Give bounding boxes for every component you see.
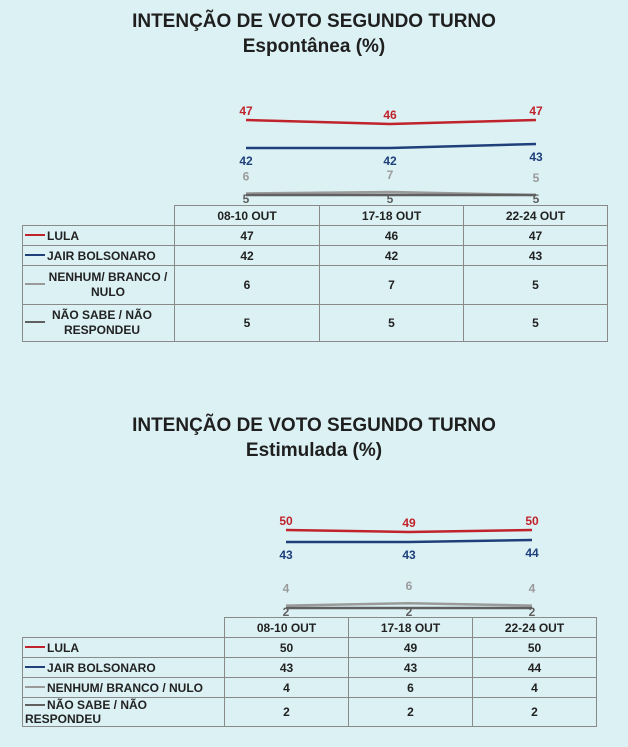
data-label: 43 [464, 246, 608, 266]
lula-legend-swatch [25, 646, 45, 648]
data-label: 2 [473, 698, 597, 727]
table-row [23, 698, 597, 727]
table-row [23, 305, 608, 342]
data-label: 50 [473, 638, 597, 658]
series-line-bolsonaro [246, 144, 536, 148]
chart1-table [22, 205, 608, 342]
point-label-nenhum: 7 [386, 168, 394, 182]
point-label-lula: 50 [279, 514, 293, 528]
data-label: 42 [175, 246, 320, 266]
point-label-nao-sabe: 2 [282, 605, 290, 619]
table-row [23, 246, 608, 266]
column-header: 22-24 OUT [464, 206, 608, 226]
point-label-nao-sabe: 2 [405, 605, 413, 619]
point-label-bolsonaro: 42 [383, 154, 397, 168]
data-label: 43 [349, 658, 473, 678]
data-label: 50 [225, 638, 349, 658]
point-label-bolsonaro: 43 [402, 548, 416, 562]
table-row [23, 266, 608, 305]
point-label-lula: 50 [525, 514, 539, 528]
table-row [23, 658, 597, 678]
data-label: 44 [473, 658, 597, 678]
data-label: 47 [464, 226, 608, 246]
data-label: 7 [320, 266, 464, 305]
point-label-bolsonaro: 44 [525, 546, 539, 560]
column-header: 22-24 OUT [473, 618, 597, 638]
point-label-nenhum: 5 [532, 171, 540, 185]
data-label: 2 [349, 698, 473, 727]
data-label: 5 [175, 305, 320, 342]
data-label: 6 [349, 678, 473, 698]
table-corner [23, 618, 225, 638]
point-label-bolsonaro: 43 [279, 548, 293, 562]
point-label-bolsonaro: 42 [239, 154, 253, 168]
point-label-nenhum: 6 [405, 579, 413, 594]
column-header: 17-18 OUT [349, 618, 473, 638]
bolsonaro-legend-swatch [25, 666, 45, 668]
point-label-bolsonaro: 43 [529, 150, 543, 164]
series-label-nenhum: NENHUM/ BRANCO / NULO [48, 270, 168, 299]
table-row [23, 226, 608, 246]
data-label: 42 [320, 246, 464, 266]
point-label-nenhum: 4 [528, 581, 536, 596]
point-label-lula: 47 [529, 104, 543, 118]
data-label: 5 [320, 305, 464, 342]
series-label-nenhum: NENHUM/ BRANCO / NULO [47, 680, 203, 695]
nao-sabe-legend-swatch [25, 321, 45, 323]
point-label-nenhum: 4 [282, 581, 290, 596]
bolsonaro-legend-swatch [25, 254, 45, 256]
table-row [23, 678, 597, 698]
nao-sabe-legend-swatch [25, 704, 45, 706]
series-label-lula: LULA [47, 228, 79, 243]
point-label-nao-sabe: 2 [528, 605, 536, 619]
series-line-lula [286, 530, 532, 532]
point-label-nao-sabe: 5 [386, 192, 394, 206]
chart2-subtitle: Estimulada (%) [245, 440, 383, 461]
data-label: 43 [225, 658, 349, 678]
data-label: 46 [320, 226, 464, 246]
column-header: 17-18 OUT [320, 206, 464, 226]
data-label: 6 [175, 266, 320, 305]
data-label: 47 [175, 226, 320, 246]
chart1-plot [0, 100, 628, 210]
table-corner [23, 206, 175, 226]
data-label: 5 [464, 266, 608, 305]
data-label: 4 [473, 678, 597, 698]
nenhum-legend-swatch [25, 283, 45, 285]
point-label-lula: 49 [402, 516, 416, 530]
series-label-bolsonaro: JAIR BOLSONARO [47, 248, 156, 263]
point-label-nao-sabe: 5 [242, 192, 250, 206]
series-label-nao-sabe: NÃO SABE / NÃO RESPONDEU [25, 698, 148, 726]
series-line-bolsonaro [286, 540, 532, 542]
point-label-nao-sabe: 5 [532, 192, 540, 206]
data-label: 5 [464, 305, 608, 342]
series-label-nao-sabe: NÃO SABE / NÃO RESPONDEU [51, 308, 152, 337]
table-row [23, 638, 597, 658]
chart2-table [22, 617, 597, 727]
column-header: 08-10 OUT [225, 618, 349, 638]
nenhum-legend-swatch [25, 686, 45, 688]
series-label-lula: LULA [47, 640, 79, 655]
point-label-nenhum: 6 [242, 169, 250, 184]
data-label: 49 [349, 638, 473, 658]
column-header: 08-10 OUT [175, 206, 320, 226]
data-label: 2 [225, 698, 349, 727]
series-label-bolsonaro: JAIR BOLSONARO [47, 660, 156, 675]
point-label-lula: 47 [239, 104, 253, 118]
point-label-lula: 46 [383, 108, 397, 122]
chart1-title: INTENÇÃO DE VOTO SEGUNDO TURNO [132, 11, 496, 32]
data-label: 4 [225, 678, 349, 698]
chart2-plot [0, 508, 628, 618]
chart2-title: INTENÇÃO DE VOTO SEGUNDO TURNO [132, 415, 496, 436]
chart1-subtitle: Espontânea (%) [242, 36, 386, 57]
lula-legend-swatch [25, 234, 45, 236]
